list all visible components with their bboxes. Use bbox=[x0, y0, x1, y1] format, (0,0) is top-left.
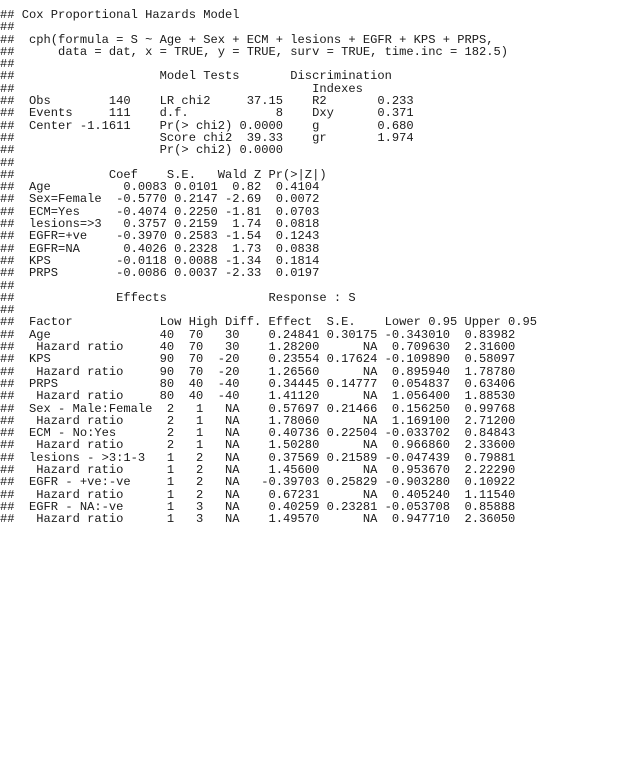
output-line: ## EGFR - NA:-ve 1 3 NA 0.40259 0.23281 -0.053708 0.85888 bbox=[0, 499, 516, 514]
output-line: ## Effects Response : S bbox=[0, 290, 356, 305]
output-line: ## Sex=Female -0.5770 0.2147 -2.69 0.0072 bbox=[0, 192, 320, 207]
output-line: ## KPS -0.0118 0.0088 -1.34 0.1814 bbox=[0, 253, 320, 268]
output-line: ## Hazard ratio 2 1 NA 1.50280 NA 0.966860 2.33600 bbox=[0, 438, 516, 453]
output-line: ## PRPS 80 40 -40 0.34445 0.14777 0.054837 0.63406 bbox=[0, 376, 516, 391]
output-line: ## cph(formula = S ~ Age + Sex + ECM + lesions + EGFR + KPS + PRPS, bbox=[0, 32, 494, 47]
output-line: ## lesions - >3:1-3 1 2 NA 0.37569 0.21589 -0.047439 0.79881 bbox=[0, 450, 516, 465]
output-line: ## Center -1.1611 Pr(> chi2) 0.0000 g 0.680 bbox=[0, 118, 414, 133]
output-line: ## Hazard ratio 1 3 NA 1.49570 NA 0.947710 2.36050 bbox=[0, 512, 516, 527]
output-line: ## EGFR=NA 0.4026 0.2328 1.73 0.0838 bbox=[0, 241, 320, 256]
output-line: ## bbox=[0, 278, 15, 293]
output-line: ## Factor Low High Diff. Effect S.E. Lower 0.95 Upper 0.95 bbox=[0, 315, 538, 330]
output-line: ## Hazard ratio 80 40 -40 1.41120 NA 1.056400 1.88530 bbox=[0, 389, 516, 404]
output-line: ## Obs 140 LR chi2 37.15 R2 0.233 bbox=[0, 94, 414, 109]
output-line: ## KPS 90 70 -20 0.23554 0.17624 -0.109890 0.58097 bbox=[0, 352, 516, 367]
output-line: ## EGFR=+ve -0.3970 0.2583 -1.54 0.1243 bbox=[0, 229, 320, 244]
output-line: ## Age 0.0083 0.0101 0.82 0.4104 bbox=[0, 180, 320, 195]
output-line: ## bbox=[0, 57, 15, 72]
output-line: ## EGFR - +ve:-ve 1 2 NA -0.39703 0.25829 -0.903280 0.10922 bbox=[0, 475, 516, 490]
output-line: ## bbox=[0, 20, 15, 35]
output-line: ## Hazard ratio 1 2 NA 1.45600 NA 0.953670 2.22290 bbox=[0, 462, 516, 477]
output-line: ## Sex - Male:Female 2 1 NA 0.57697 0.21466 0.156250 0.99768 bbox=[0, 401, 516, 416]
output-line: ## bbox=[0, 303, 15, 318]
output-line: ## ECM=Yes -0.4074 0.2250 -1.81 0.0703 bbox=[0, 204, 320, 219]
output-line: ## Coef S.E. Wald Z Pr(>|Z|) bbox=[0, 167, 327, 182]
output-line: ## Age 40 70 30 0.24841 0.30175 -0.343010 0.83982 bbox=[0, 327, 516, 342]
output-line: ## Hazard ratio 40 70 30 1.28200 NA 0.709630 2.31600 bbox=[0, 340, 516, 355]
output-line: ## Hazard ratio 2 1 NA 1.78060 NA 1.169100 2.71200 bbox=[0, 413, 516, 428]
output-line: ## Events 111 d.f. 8 Dxy 0.371 bbox=[0, 106, 414, 121]
output-line: ## Cox Proportional Hazards Model bbox=[0, 8, 240, 22]
output-line: ## Pr(> chi2) 0.0000 bbox=[0, 143, 284, 158]
output-line: ## lesions=>3 0.3757 0.2159 1.74 0.0818 bbox=[0, 217, 320, 232]
output-line: ## Score chi2 39.33 gr 1.974 bbox=[0, 130, 414, 145]
output-line: ## Indexes bbox=[0, 81, 363, 96]
output-line: ## data = dat, x = TRUE, y = TRUE, surv = TRUE, time.inc = 182.5) bbox=[0, 44, 509, 59]
output-line: ## Hazard ratio 90 70 -20 1.26560 NA 0.895940 1.78780 bbox=[0, 364, 516, 379]
output-line: ## PRPS -0.0086 0.0037 -2.33 0.0197 bbox=[0, 266, 320, 281]
output-line: ## Hazard ratio 1 2 NA 0.67231 NA 0.405240 1.11540 bbox=[0, 487, 516, 502]
output-line: ## ECM - No:Yes 2 1 NA 0.40736 0.22504 -0.033702 0.84843 bbox=[0, 426, 516, 441]
output-line: ## bbox=[0, 155, 15, 170]
output-line: ## Model Tests Discrimination bbox=[0, 69, 392, 84]
